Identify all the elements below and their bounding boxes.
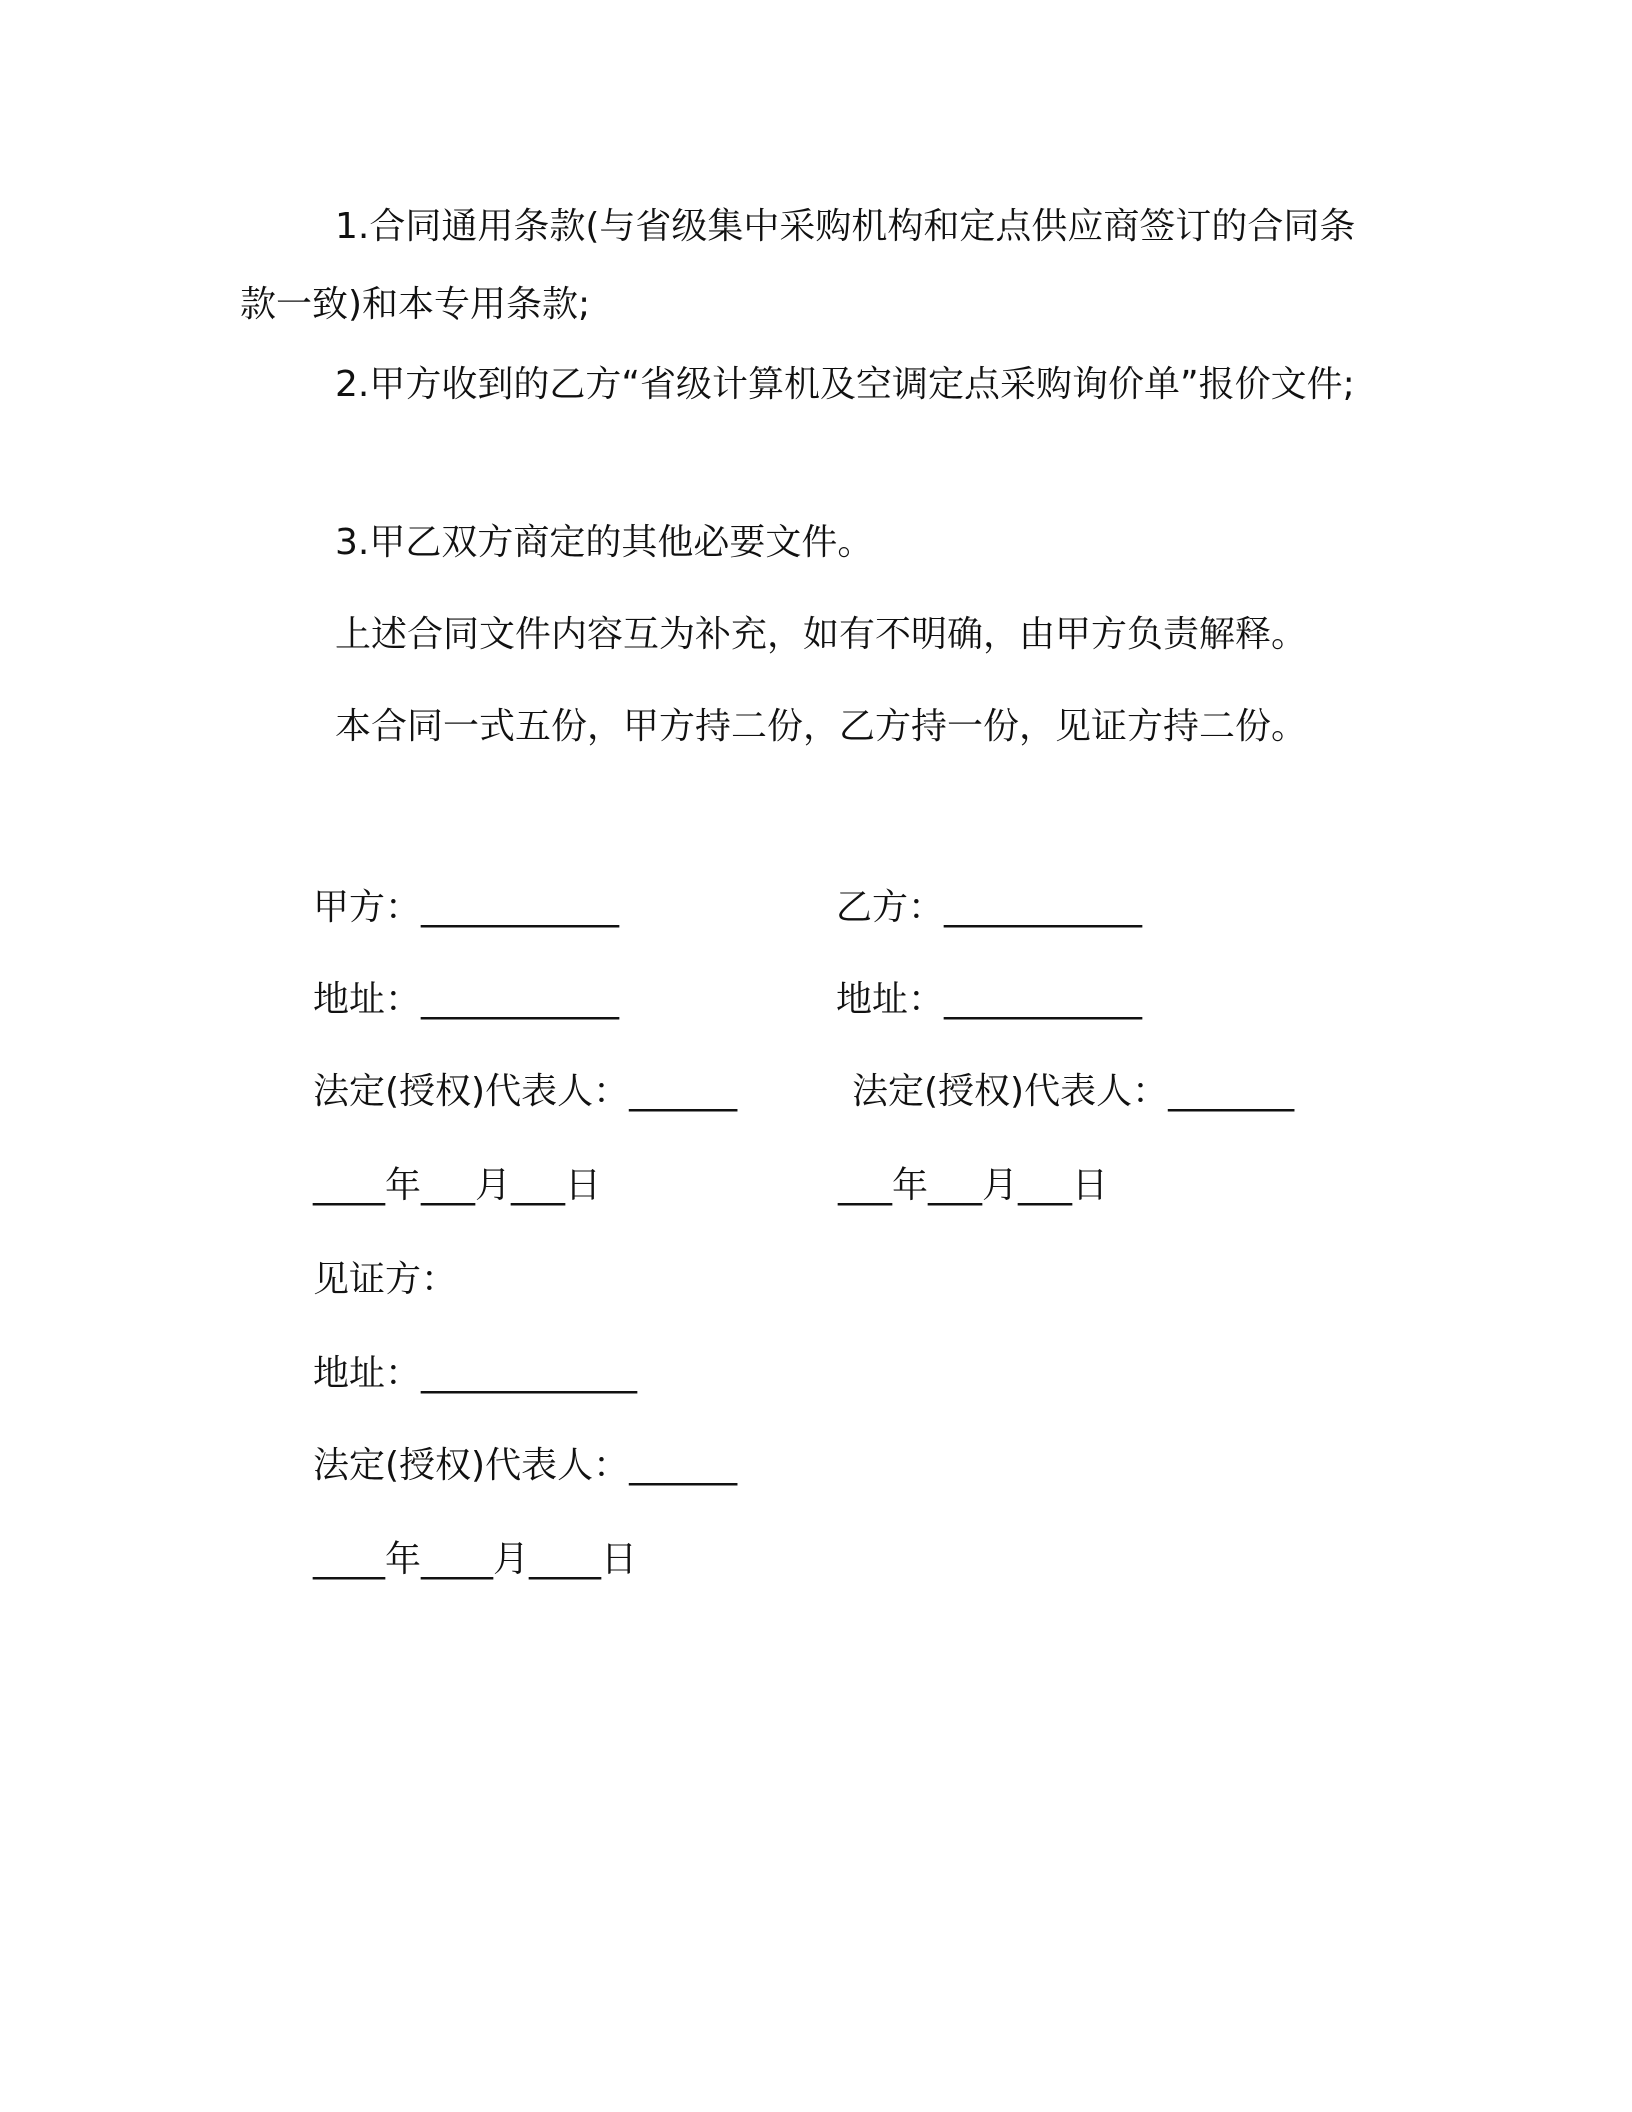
party-b-rep-line: 法定(授权)代表人：_______: [852, 1071, 1295, 1112]
party-b-address-line: 地址：___________: [836, 979, 1143, 1020]
witness-address-line: 地址：____________: [313, 1353, 638, 1394]
witness-rep-line: 法定(授权)代表人：______: [313, 1445, 738, 1486]
clause-1: 1.合同通用条款(与省级集中采购机构和定点供应商签订的合同条款一致)和本专用条款;: [240, 206, 1356, 325]
copies-note: 本合同一式五份，甲方持二份，乙方持一份，见证方持二份。: [335, 706, 1308, 747]
party-a-address-line: 地址：___________: [313, 979, 620, 1020]
clause-3: 3.甲乙双方商定的其他必要文件。: [335, 522, 874, 563]
witness-date-line: ____年____月____日: [313, 1539, 638, 1580]
party-b-date-line: ___年___月___日: [838, 1165, 1109, 1206]
clause-2: 2.甲方收到的乙方“省级计算机及空调定点采购询价单”报价文件;: [335, 364, 1355, 405]
party-a-name-line: 甲方：___________: [313, 887, 620, 928]
party-b-name-line: 乙方：___________: [836, 887, 1143, 928]
party-a-rep-line: 法定(授权)代表人：______: [313, 1071, 738, 1112]
witness-name-line: 见证方：: [313, 1259, 458, 1300]
supplement-note: 上述合同文件内容互为补充，如有不明确，由甲方负责解释。: [335, 614, 1308, 655]
party-a-date-line: ____年___月___日: [313, 1165, 602, 1206]
